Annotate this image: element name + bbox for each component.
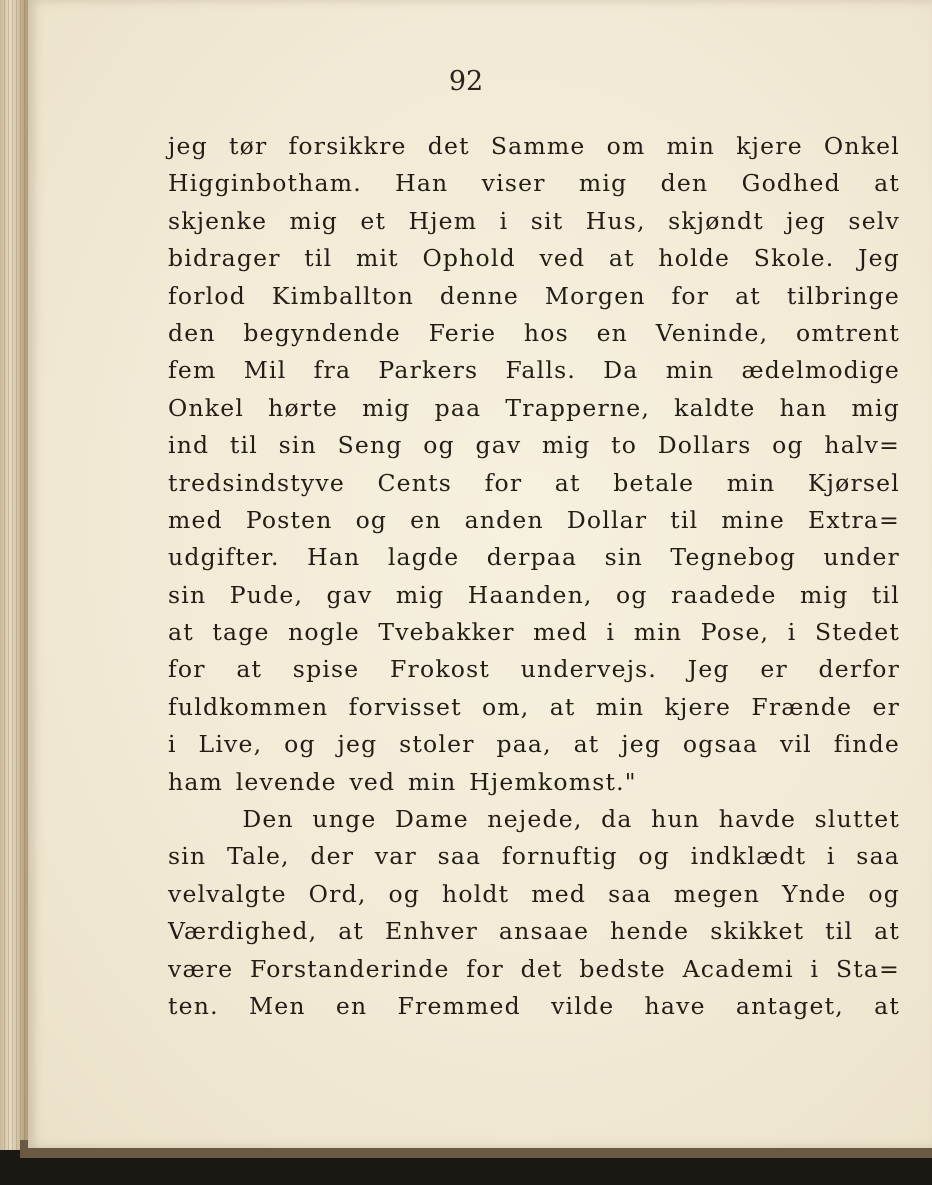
page-body-text [168, 128, 900, 1025]
text-line: Higginbotham. Han viser mig den Godhed at [168, 169, 900, 198]
binding-page-edges [4, 0, 26, 1150]
text-line: Onkel hørte mig paa Trapperne, kaldte han mig [168, 393, 900, 422]
text-line: fem Mil fra Parkers Falls. Da min ædelmodige [168, 356, 900, 385]
book-binding [0, 0, 30, 1150]
text-line: sin Tale, der var saa fornuftig og indklædt i saa [168, 842, 900, 871]
text-line: at tage nogle Tvebakker med i min Pose, i Stedet [168, 618, 900, 647]
text-line: Den unge Dame nejede, da hun havde sluttet [168, 805, 900, 834]
text-line: ind til sin Seng og gav mig to Dollars og halv= [168, 431, 900, 460]
text-line: sin Pude, gav mig Haanden, og raadede mig til [168, 580, 900, 609]
text-line: i Live, og jeg stoler paa, at jeg ogsaa vil finde [168, 730, 900, 759]
page-number: 92 [448, 66, 484, 97]
text-line: skjenke mig et Hjem i sit Hus, skjøndt jeg selv [168, 206, 900, 235]
text-line: bidrager til mit Ophold ved at holde Skole. Jeg [168, 244, 900, 273]
text-line: den begyndende Ferie hos en Veninde, omtrent [168, 318, 900, 347]
text-line: med Posten og en anden Dollar til mine Extra= [168, 505, 900, 534]
text-line: for at spise Frokost undervejs. Jeg er derfor [168, 655, 900, 684]
text-line: velvalgte Ord, og holdt med saa megen Ynde og [168, 879, 900, 908]
text-line: udgifter. Han lagde derpaa sin Tegnebog under [168, 543, 900, 572]
text-line: forlod Kimballton denne Morgen for at tilbringe [168, 281, 900, 310]
text-line: jeg tør forsikkre det Samme om min kjere Onkel [168, 132, 900, 160]
text-line: fuldkommen forvisset om, at min kjere Frænde er [168, 692, 900, 721]
text-line: tredsindstyve Cents for at betale min Kjørsel [168, 468, 900, 497]
text-line: ham levende ved min Hjemkomst." [168, 767, 637, 796]
text-line: ten. Men en Fremmed vilde have antaget, at [168, 991, 900, 1020]
text-line: være Forstanderinde for det bedste Academi i Sta= [168, 954, 900, 983]
text-line: Værdighed, at Enhver ansaae hende skikket til at [168, 917, 900, 946]
